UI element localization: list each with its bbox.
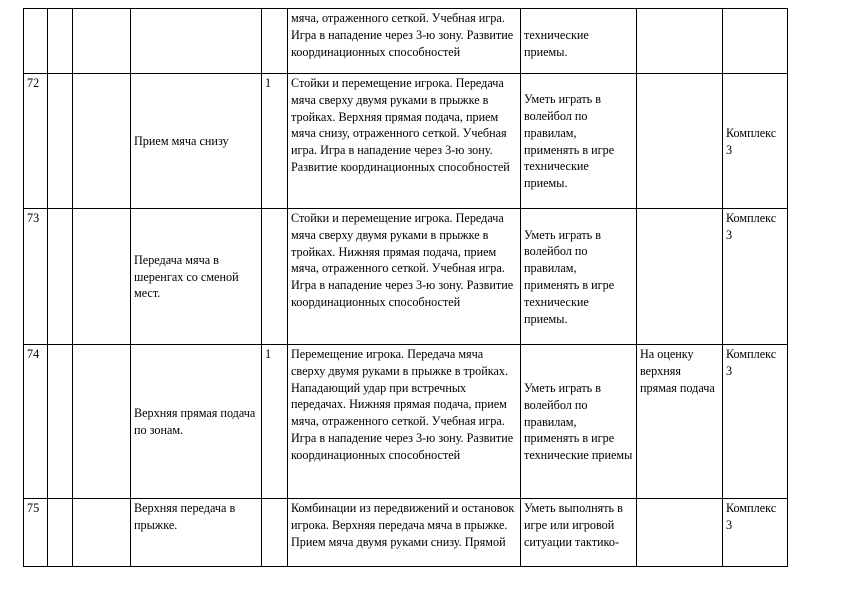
table-row bbox=[24, 9, 788, 74]
date-plan-cell bbox=[48, 74, 73, 209]
homework-cell: Комплекс 3 bbox=[723, 74, 788, 209]
date-fact-cell bbox=[73, 499, 131, 567]
lesson-topic-cell bbox=[131, 9, 262, 74]
lesson-number-cell: 75 bbox=[24, 499, 48, 567]
hours-cell: 1 bbox=[262, 345, 288, 499]
lesson-topic-cell: Верхняя прямая подача по зонам. bbox=[131, 345, 262, 499]
homework-cell: Комплекс 3 bbox=[723, 345, 788, 499]
lesson-content-cell: Стойки и перемещение игрока. Передача мяча сверху двумя руками в прыжке в тройках. Нижняя прямая подача, прием мяча, отраженного сеткой. Учебная игра. Игра в нападение через 3-ю зону. Развитие координационных способностей bbox=[288, 209, 521, 345]
hours-cell bbox=[262, 499, 288, 567]
control-cell bbox=[637, 209, 723, 345]
lesson-content-cell: Перемещение игрока. Передача мяча сверху двумя руками в прыжке в тройках. Нападающий удар при встречных передачах. Нижняя прямая подача, прием мяча, отраженного сеткой. Учебная игра. Игра в нападение через 3-ю зону. Развитие координационных способностей bbox=[288, 345, 521, 499]
homework-cell: Комплекс 3 bbox=[723, 209, 788, 345]
requirements-cell: Уметь выполнять в игре или игровой ситуации тактико- bbox=[521, 499, 637, 567]
control-cell bbox=[637, 499, 723, 567]
requirements-cell: Уметь играть в волейбол по правилам, применять в игре технические приемы bbox=[521, 345, 637, 499]
lesson-content-cell: Стойки и перемещение игрока. Передача мяча сверху двумя руками в прыжке в тройках. Верхняя прямая подача, прием мяча снизу, отраженного сеткой. Учебная игра. Игра в нападение через 3-ю зону. Развитие координационных способностей bbox=[288, 74, 521, 209]
requirements-cell: Уметь играть в волейбол по правилам, применять в игре технические приемы. bbox=[521, 209, 637, 345]
date-plan-cell bbox=[48, 499, 73, 567]
table-row bbox=[24, 74, 788, 209]
lesson-topic-cell: Передача мяча в шеренгах со сменой мест. bbox=[131, 209, 262, 345]
lesson-topic-cell: Верхняя передача в прыжке. bbox=[131, 499, 262, 567]
control-cell bbox=[637, 74, 723, 209]
lesson-content-cell: мяча, отраженного сеткой. Учебная игра. Игра в нападение через 3-ю зону. Развитие координационных способностей bbox=[288, 9, 521, 74]
control-cell: На оценку верхняя прямая подача bbox=[637, 345, 723, 499]
lesson-content-cell: Комбинации из передвижений и остановок игрока. Верхняя передача мяча в прыжке. Прием мяча двумя руками снизу. Прямой bbox=[288, 499, 521, 567]
table-row bbox=[24, 499, 788, 567]
date-fact-cell bbox=[73, 74, 131, 209]
table-row bbox=[24, 345, 788, 499]
homework-cell: Комплекс 3 bbox=[723, 499, 788, 567]
requirements-cell: Уметь играть в волейбол по правилам, применять в игре технические приемы. bbox=[521, 74, 637, 209]
lesson-number-cell: 72 bbox=[24, 74, 48, 209]
lesson-plan-sheet bbox=[23, 8, 788, 567]
homework-cell bbox=[723, 9, 788, 74]
hours-cell: 1 bbox=[262, 74, 288, 209]
hours-cell bbox=[262, 209, 288, 345]
date-fact-cell bbox=[73, 9, 131, 74]
lesson-number-cell: 74 bbox=[24, 345, 48, 499]
lesson-number-cell bbox=[24, 9, 48, 74]
date-plan-cell bbox=[48, 9, 73, 74]
requirements-cell: технические приемы. bbox=[521, 9, 637, 74]
control-cell bbox=[637, 9, 723, 74]
date-fact-cell bbox=[73, 345, 131, 499]
table-row bbox=[24, 209, 788, 345]
lesson-number-cell: 73 bbox=[24, 209, 48, 345]
date-fact-cell bbox=[73, 209, 131, 345]
lesson-topic-cell: Прием мяча снизу bbox=[131, 74, 262, 209]
date-plan-cell bbox=[48, 345, 73, 499]
hours-cell bbox=[262, 9, 288, 74]
date-plan-cell bbox=[48, 209, 73, 345]
lesson-plan-table bbox=[23, 8, 788, 567]
